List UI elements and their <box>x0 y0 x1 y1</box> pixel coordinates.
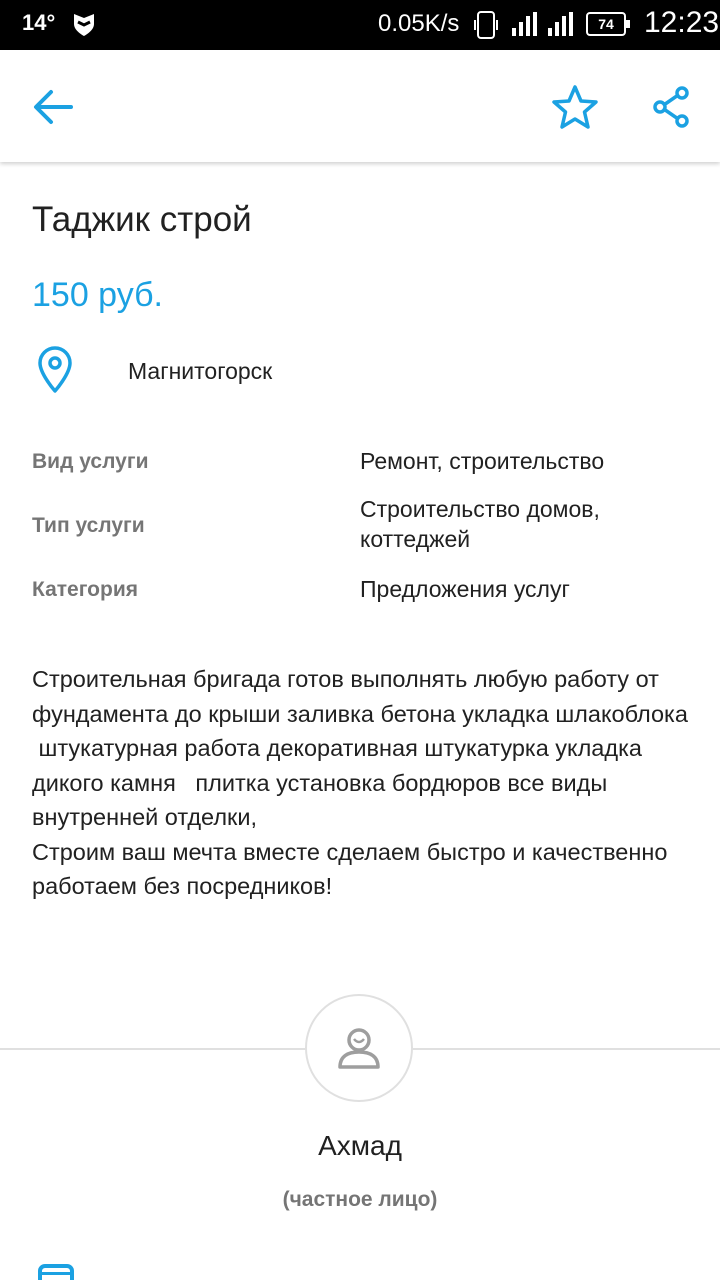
favorite-button[interactable] <box>548 80 602 134</box>
share-button[interactable] <box>644 80 698 134</box>
signal-icon <box>546 10 576 43</box>
listing-title: Таджик строй <box>32 200 252 239</box>
seller-name: Ахмад <box>318 1130 402 1161</box>
seller-avatar[interactable] <box>305 994 413 1102</box>
temperature: 14° <box>22 10 56 35</box>
star-outline-icon <box>551 84 599 130</box>
location-city: Магнитогорск <box>128 358 273 384</box>
share-icon <box>651 85 691 129</box>
listing-price: 150 руб. <box>32 276 164 314</box>
user-icon <box>336 1026 382 1070</box>
network-speed: 0.05K/s <box>378 10 460 37</box>
calendar-icon <box>38 1262 74 1285</box>
clock: 12:23 <box>644 6 720 39</box>
signal-icon <box>510 10 540 43</box>
arrow-left-icon <box>31 87 75 127</box>
listing-description: Строительная бригада готов выполнять любую работу от фундамента до крыши заливка бетона укладка шлакоблока штукатурная работа декоративная штукатурка укладка дикого камня плитка установка бордюров все виды внутренней отделки, Строим ваш мечта вместе сделаем быстро и качественно работаем без посредников! <box>32 666 688 899</box>
property-label-service-type: Тип услуги <box>32 514 145 537</box>
back-button[interactable] <box>26 80 80 134</box>
property-label-category: Категория <box>32 578 139 601</box>
battery-indicator: 74 <box>586 12 626 36</box>
location-pin-icon <box>36 346 74 399</box>
property-label-service-kind: Вид услуги <box>32 450 149 473</box>
shield-icon <box>72 12 96 43</box>
property-value-service-kind: Ремонт, строительство <box>360 448 605 474</box>
phone-icon <box>474 10 498 45</box>
status-bar <box>0 0 720 50</box>
property-value-service-type: Строительство домов, коттеджей <box>360 496 600 552</box>
seller-type: (частное лицо) <box>282 1188 438 1211</box>
app-bar <box>0 50 720 162</box>
property-value-category: Предложения услуг <box>360 576 570 602</box>
